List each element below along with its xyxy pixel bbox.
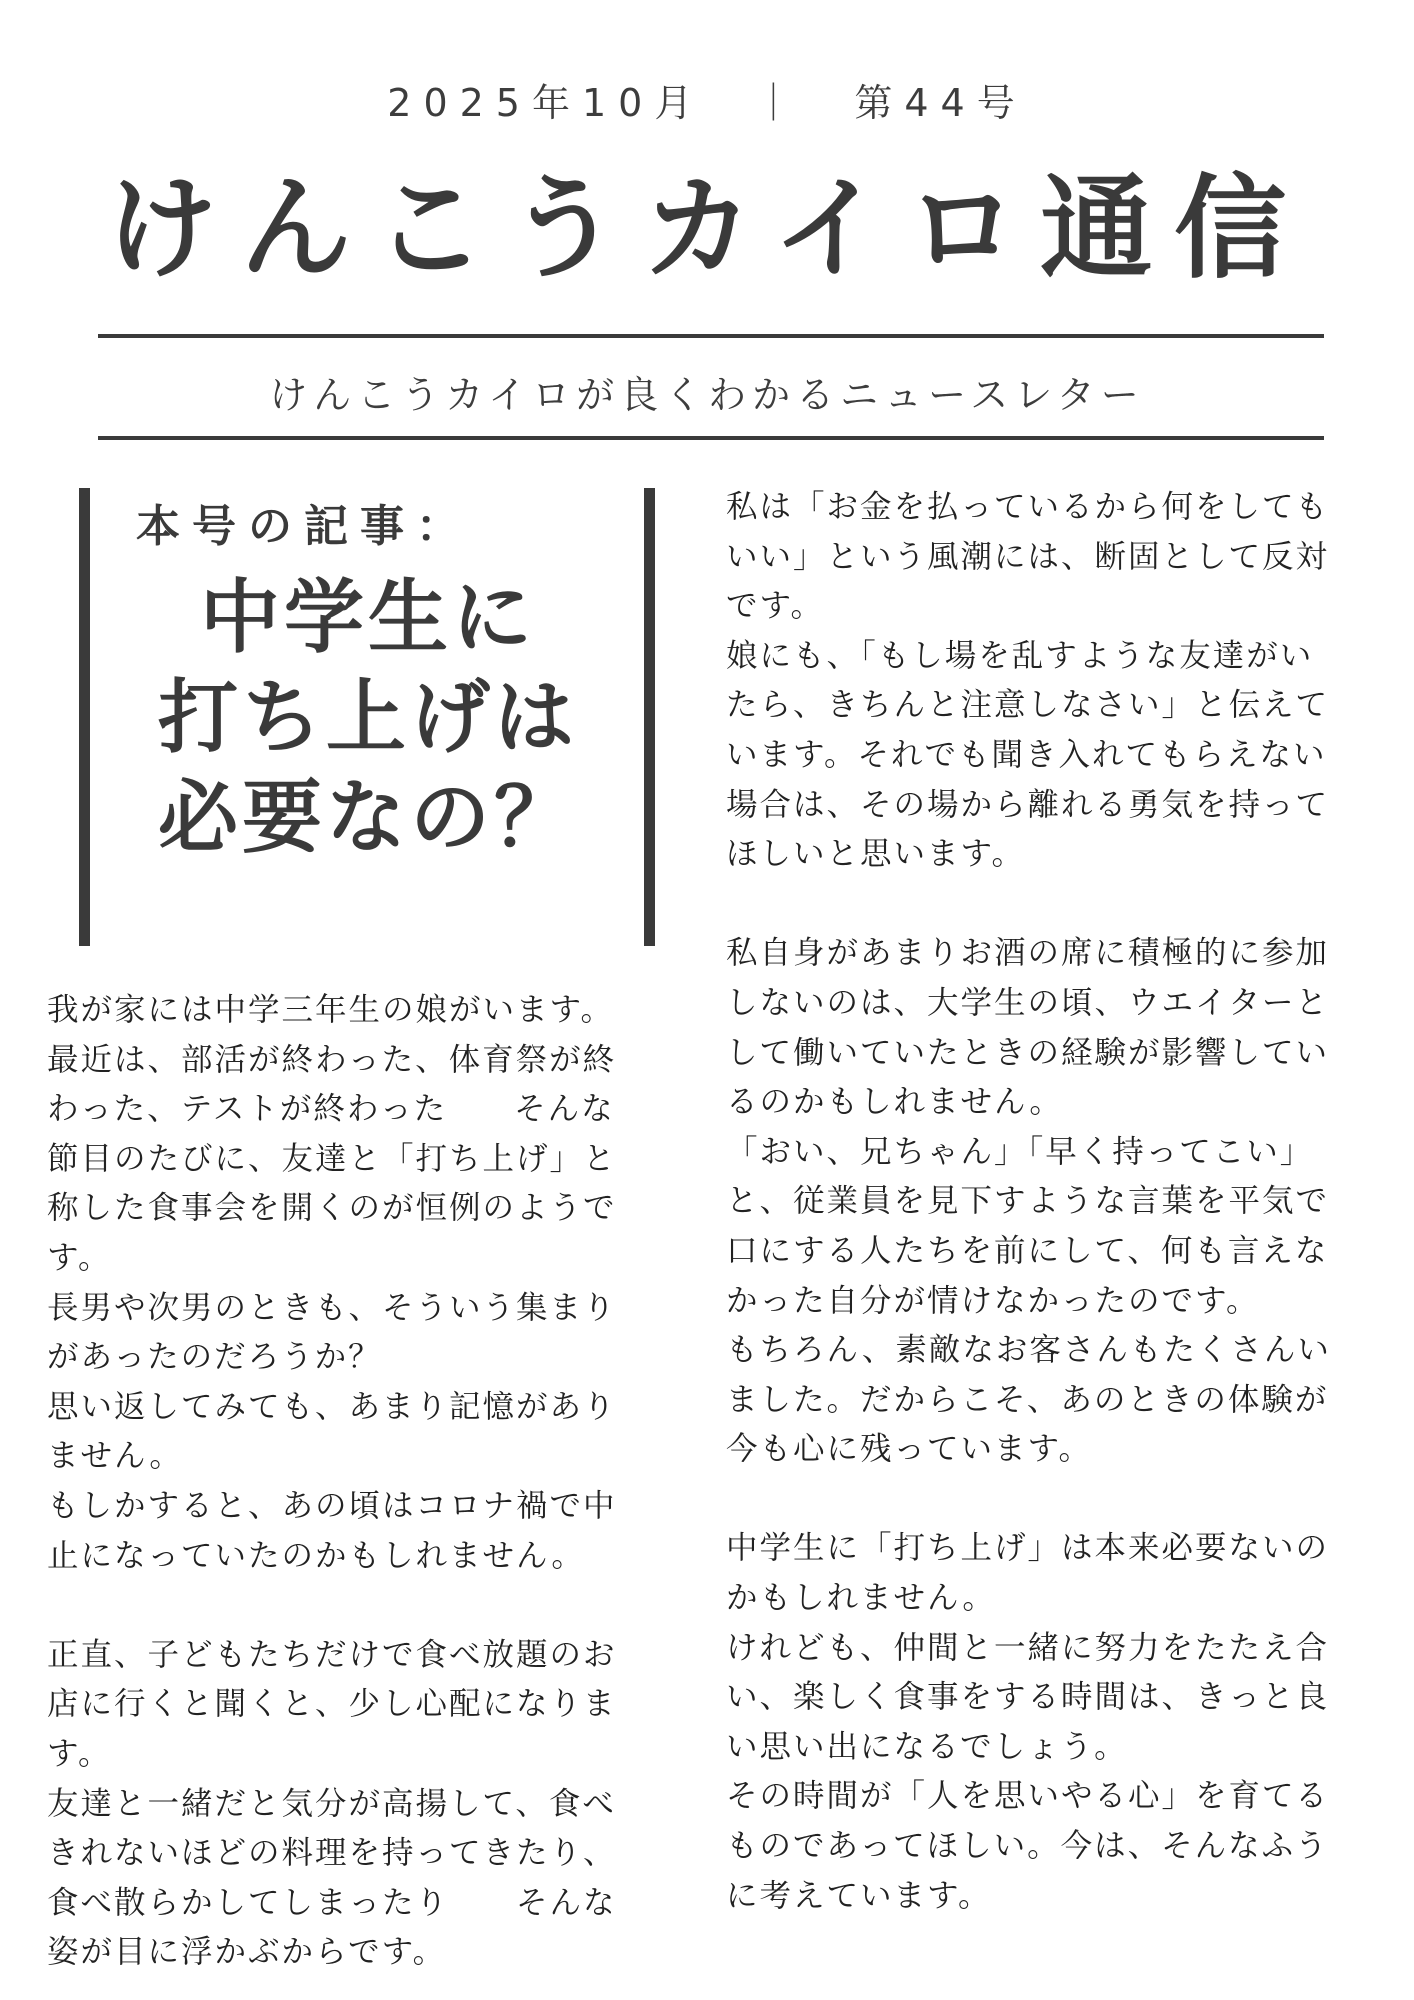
article-text-line <box>726 1475 1376 1525</box>
article-text-line: 称した食事会を開くのが恒例のようで <box>47 1190 617 1227</box>
article-text-line: 我が家には中学三年生の娘がいます。 <box>47 992 614 1028</box>
article-text-line: 止になっていたのかもしれません。 <box>47 1537 585 1574</box>
article-text-line: 口にする人たちを前にして、何も言えな <box>726 1232 1329 1269</box>
article-text-line: 私は「お金を払っているから何をしても <box>726 489 1330 525</box>
article-text-line: 正直、子どもたちだけで食べ放題のお <box>47 1636 617 1673</box>
article-text-line: わった、テストが終わった そんな <box>47 1091 615 1128</box>
article-text-line: けれども、仲間と一緒に努力をたたえ合 <box>726 1629 1330 1666</box>
feature-box-left-bar <box>79 488 90 946</box>
feature-title-line: 必要なの？ <box>158 771 578 864</box>
article-text-line: 中学生に「打ち上げ」は本来必要ないの <box>726 1530 1330 1567</box>
article-text-line: ました。だからこそ、あのときの体験が <box>726 1381 1329 1418</box>
article-text-line <box>47 1581 667 1631</box>
article-text-line: るのかもしれません。 <box>726 1084 1063 1121</box>
article-text-line: 最近は、部活が終わった、体育祭が終 <box>47 1041 617 1078</box>
article-text-line: 思い返してみても、あまり記憶があり <box>47 1388 617 1425</box>
article-text-line: たら、きちんと注意しなさい」と伝えて <box>726 687 1330 724</box>
article-text-line: 今も心に残っています。 <box>726 1431 1092 1468</box>
newsletter-subtitle: けんこうカイロが良くわかるニュースレター <box>269 373 1145 417</box>
article-text-line: す。 <box>47 1239 112 1276</box>
article-text-line: い、楽しく食事をする時間は、きっと良 <box>726 1679 1330 1716</box>
article-text-line: ほしいと思います。 <box>726 836 1025 873</box>
feature-box-label: 本号の記事： <box>136 501 472 552</box>
article-text-line: 姿が目に浮かぶからです。 <box>47 1934 447 1971</box>
article-text-line <box>726 880 1376 930</box>
article-text-line: 食べ散らかしてしまったり そんな <box>47 1884 617 1921</box>
article-text-line: 場合は、その場から離れる勇気を持って <box>726 786 1330 823</box>
article-text-line: その時間が「人を思いやる心」を育てる <box>726 1778 1330 1815</box>
article-text-line: ものであってほしい。今は、そんなふう <box>726 1828 1329 1865</box>
article-text-line: きれないほどの料理を持ってきたり、 <box>47 1835 617 1872</box>
feature-title-line: 打ち上げは <box>158 671 578 764</box>
article-text-line: 店に行くと聞くと、少し心配になりま <box>47 1686 617 1723</box>
article-text-line: 「おい、兄ちゃん」「早く持ってこい」 <box>726 1133 1314 1170</box>
article-text-line: かった自分が情けなかったのです。 <box>726 1282 1260 1319</box>
article-text-line: い思い出になるでしょう。 <box>726 1728 1128 1765</box>
article-text-line: 私自身があまりお酒の席に積極的に参加 <box>726 935 1330 972</box>
divider-top <box>98 334 1324 338</box>
article-text-line: す。 <box>47 1735 112 1772</box>
article-text-line: いい」という風潮には、断固として反対 <box>726 538 1330 575</box>
article-text-line: 娘にも、「もし場を乱すような友達がい <box>726 637 1314 674</box>
article-text-line: もしかすると、あの頃はコロナ禍で中 <box>47 1487 617 1524</box>
feature-title-line: 中学生に <box>200 571 536 664</box>
issue-date-number: 2025年10月 ｜ 第44号 <box>387 81 1027 125</box>
article-text-line: 節目のたびに、友達と「打ち上げ」と <box>47 1140 617 1177</box>
article-text-line: います。それでも聞き入れてもらえない <box>726 736 1327 773</box>
article-text-line: して働いていたときの経験が影響してい <box>726 1034 1330 1071</box>
article-text-line: です。 <box>726 588 824 625</box>
article-text-line: 長男や次男のときも、そういう集まり <box>47 1289 617 1326</box>
newsletter-title: けんこうカイロ通信 <box>105 164 1309 294</box>
article-text-line: しないのは、大学生の頃、ウエイターと <box>726 984 1330 1021</box>
article-text-line: と、従業員を見下すような言葉を平気で <box>726 1183 1330 1220</box>
article-text-line: に考えています。 <box>726 1877 992 1914</box>
article-text-line: ません。 <box>47 1438 183 1475</box>
feature-article-title <box>100 568 636 868</box>
article-right-column <box>726 483 1376 1921</box>
article-text-line: 友達と一緒だと気分が高揚して、食べ <box>47 1785 616 1822</box>
feature-box-right-bar <box>644 488 655 946</box>
divider-bottom <box>98 436 1324 440</box>
article-text-line: もちろん、素敵なお客さんもたくさんい <box>726 1332 1331 1369</box>
article-text-line: かもしれません。 <box>726 1580 996 1617</box>
article-left-column <box>47 986 667 1978</box>
article-text-line: があったのだろうか？ <box>47 1339 382 1376</box>
